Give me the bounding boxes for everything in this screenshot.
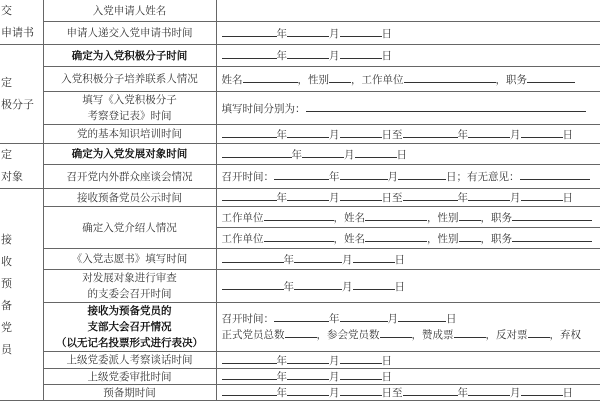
field-probation-period[interactable] (216, 385, 600, 401)
month-text: 月 (329, 192, 340, 204)
month-text: 月 (329, 50, 340, 62)
month-text: 月 (510, 192, 521, 204)
for-votes-text: ，赞成票 (412, 329, 454, 341)
section-activist: 定 极分子 (0, 45, 43, 144)
day-text: 日 (563, 129, 574, 141)
label-line: 对发展对象进行审查 (44, 270, 216, 286)
label-line: （以无记名投票形式进行表决） (44, 335, 216, 351)
label-publicity-time: 接收预备党员公示时间 (43, 189, 216, 207)
field-applicant-name[interactable] (216, 0, 600, 22)
label-registration-form (43, 92, 216, 125)
year-text: 年 (277, 28, 288, 40)
field-contact-person[interactable] (216, 67, 600, 92)
label-training-time: 党的基本知识培训时间 (43, 125, 216, 144)
label-applicant-name: 入党申请人姓名 (43, 0, 216, 22)
year-text: 年 (284, 281, 295, 293)
day-text: 日 (382, 355, 393, 367)
year-text: 年 (458, 192, 469, 204)
label-application-book: 《入党志愿书》填写时间 (43, 249, 216, 270)
month-text: 月 (329, 28, 340, 40)
gender-text: ，性别 (427, 233, 459, 245)
work-unit-text: 工作单位 (222, 233, 264, 245)
month-text: 月 (342, 281, 353, 293)
field-approval-time[interactable] (216, 369, 600, 385)
field-target-date[interactable] (216, 144, 600, 165)
label-line: 的支委会召开时间 (44, 286, 216, 302)
held-time-text: 召开时间： (222, 171, 275, 183)
field-publicity-time[interactable] (216, 189, 600, 207)
label-approval-time: 上级党委审批时间 (43, 369, 216, 385)
year-text: 年 (277, 371, 288, 383)
vote-line[interactable] (222, 327, 600, 343)
field-registration-times[interactable] (216, 92, 600, 125)
section-development-target: 定 对象 (0, 144, 43, 189)
year-text: 年 (329, 171, 340, 183)
day-text: 日 (563, 387, 574, 399)
year-text: 年 (277, 355, 288, 367)
abstain-text: ，弃权 (550, 329, 582, 341)
field-training-time[interactable] (216, 125, 600, 144)
year-text: 年 (277, 50, 288, 62)
month-text: 月 (344, 149, 355, 161)
label-introducers: 确定入党介绍人情况 (43, 207, 216, 249)
day-to-text: 日至 (382, 387, 403, 399)
year-text: 年 (277, 387, 288, 399)
against-votes-text: ，反对票 (486, 329, 528, 341)
day-text: 日 (446, 313, 457, 325)
label-application-date: 申请人递交入党申请书时间 (43, 22, 216, 45)
field-branch-meeting[interactable] (216, 303, 600, 352)
year-text: 年 (277, 192, 288, 204)
label-inspection-talk: 上级党委派人考察谈话时间 (43, 352, 216, 369)
opinion-text: 日；有无意见： (446, 171, 520, 183)
year-text: 年 (329, 313, 340, 325)
label-probation-period: 预备期时间 (43, 385, 216, 401)
month-text: 月 (388, 171, 399, 183)
field-inspection-talk[interactable] (216, 352, 600, 369)
label-committee-review (43, 270, 216, 303)
held-time-text: 召开时间： (222, 313, 275, 325)
month-text: 月 (329, 355, 340, 367)
label-activist-date: 确定为入党积极分子时间 (43, 45, 216, 67)
day-text: 日 (382, 371, 393, 383)
year-text: 年 (292, 149, 303, 161)
field-application-date[interactable] (216, 22, 600, 45)
gender-text: ，性别 (427, 212, 459, 224)
label-branch-meeting (43, 303, 216, 352)
month-text: 月 (329, 371, 340, 383)
section-probationary: 接 收 预 备 党 员 (0, 189, 43, 401)
name-text: 姓名 (222, 74, 243, 86)
year-text: 年 (277, 129, 288, 141)
label-line: 接收为预备党员的 (44, 303, 216, 319)
day-to-text: 日至 (382, 192, 403, 204)
day-text: 日 (395, 254, 406, 266)
day-to-text: 日至 (382, 129, 403, 141)
field-activist-date[interactable] (216, 45, 600, 67)
section-application: 交 申请书 (0, 0, 43, 45)
label-forum: 召开党内外群众座谈会情况 (43, 165, 216, 189)
field-introducer-2[interactable] (216, 228, 600, 249)
field-committee-review[interactable] (216, 270, 600, 303)
position-text: ，职务 (481, 212, 513, 224)
day-text: 日 (382, 28, 393, 40)
day-text: 日 (397, 149, 408, 161)
label-line: 填写《入党积极分子 (44, 92, 216, 108)
work-unit-text: ，工作单位 (351, 74, 404, 86)
total-members-text: 正式党员总数 (222, 329, 285, 341)
month-text: 月 (510, 129, 521, 141)
month-text: 月 (329, 387, 340, 399)
field-introducer-1[interactable] (216, 207, 600, 228)
field-application-book[interactable] (216, 249, 600, 270)
month-text: 月 (329, 129, 340, 141)
label-contact-person: 入党积极分子培养联系人情况 (43, 67, 216, 92)
attending-text: ，参会党员数 (317, 329, 380, 341)
name-text: ，姓名 (334, 233, 366, 245)
meeting-time-line[interactable] (222, 311, 600, 327)
month-text: 月 (388, 313, 399, 325)
position-text: ，职务 (481, 233, 513, 245)
day-text: 日 (395, 281, 406, 293)
fill-times-text: 填写时间分别为： (222, 103, 306, 115)
day-text: 日 (563, 192, 574, 204)
gender-text: ，性别 (298, 74, 330, 86)
month-text: 月 (510, 387, 521, 399)
day-text: 日 (382, 50, 393, 62)
label-line: 支部大会召开情况 (44, 319, 216, 335)
position-text: ，职务 (496, 74, 528, 86)
label-target-date: 确定为入党发展对象时间 (43, 144, 216, 165)
year-text: 年 (458, 129, 469, 141)
year-text: 年 (284, 254, 295, 266)
month-text: 月 (342, 254, 353, 266)
name-text: ，姓名 (334, 212, 366, 224)
year-text: 年 (458, 387, 469, 399)
label-line: 考察登记表》时间 (44, 108, 216, 124)
field-forum[interactable] (216, 165, 600, 189)
work-unit-text: 工作单位 (222, 212, 264, 224)
